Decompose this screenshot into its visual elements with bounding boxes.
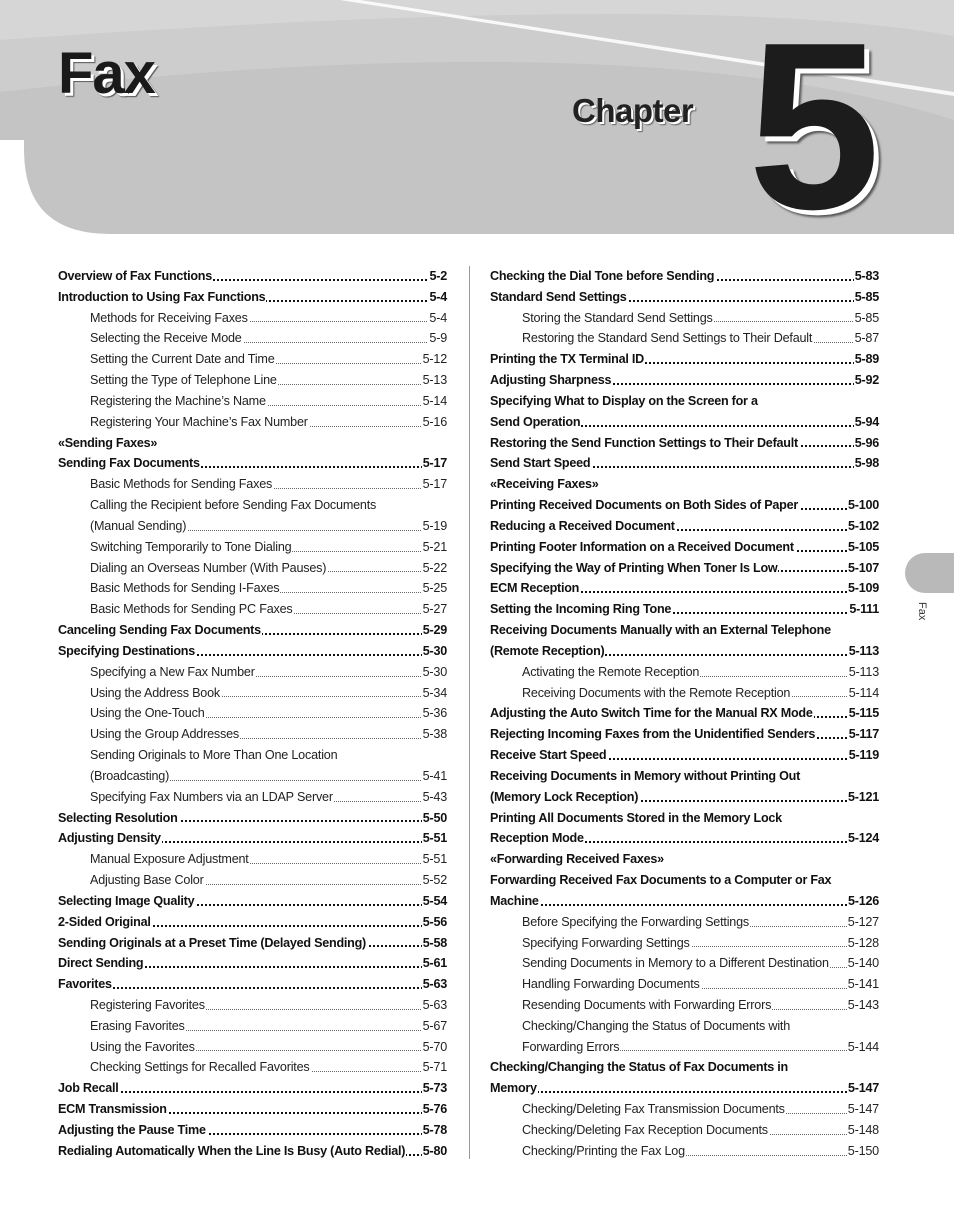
toc-page-number: 5-41 [422,766,447,787]
toc-entry-title: (Manual Sending) [90,518,187,533]
toc-subentry[interactable] [58,849,447,870]
toc-entry-title: Receive Start Speed [490,748,607,763]
toc-subentry[interactable] [490,1120,879,1141]
toc-subentry[interactable] [490,308,879,329]
toc-subentry[interactable] [58,308,447,329]
toc-page-number: 5-78 [422,1120,447,1141]
toc-entry-title: Adjusting Sharpness [490,373,612,388]
toc-entry-title: Before Specifying the Forwarding Settings [522,914,750,929]
toc-entry-title: Manual Exposure Adjustment [90,852,249,867]
toc-entry-title: Using the One-Touch [90,706,205,721]
toc-entry[interactable] [58,1099,447,1120]
toc-subentry[interactable] [490,995,879,1016]
toc-entry-title: Printing Received Documents on Both Sides of Paper [490,498,798,513]
toc-entry-title: Forwarding Received Fax Documents to a Computer or Fax [490,873,832,888]
toc-subentry[interactable] [58,1057,447,1078]
toc-entry-title: Printing Footer Information on a Received Document [490,539,794,554]
toc-entry-title: Checking/Deleting Fax Transmission Documents [522,1102,785,1117]
toc-subentry[interactable] [58,391,447,412]
toc-subentry[interactable] [58,870,447,891]
toc-entry-title: 2-Sided Original [58,914,151,929]
toc-entry-title: ECM Reception [490,581,580,596]
toc-page-number: 5-83 [854,266,879,287]
toc-page-number: 5-147 [847,1078,879,1099]
toc-entry-title: Registering the Machine’s Name [90,393,266,408]
toc-subentry[interactable] [58,558,447,579]
toc-subentry[interactable] [490,974,879,995]
toc-page-number: 5-30 [422,662,447,683]
chapter-title: Fax [58,41,155,106]
toc-entry-title: Sending Originals at a Preset Time (Delayed Sending) [58,935,366,950]
toc-entry[interactable] [490,287,879,308]
toc-entry-title: Selecting Image Quality [58,893,195,908]
toc-entry-title: Selecting the Receive Mode [90,331,242,346]
toc-entry-title: Calling the Recipient before Sending Fax Documents [90,498,377,513]
toc-entry-title: Receiving Documents Manually with an External Telephone [490,623,831,638]
toc-entry[interactable] [490,516,879,537]
toc-entry-title: Specifying Forwarding Settings [522,935,690,950]
toc-subentry[interactable] [490,912,879,933]
toc-entry-title: Sending Originals to More Than One Location [90,748,338,763]
toc-entry-title: Setting the Incoming Ring Tone [490,602,672,617]
toc-entry-title: Handling Forwarding Documents [522,977,700,992]
toc-entry[interactable] [58,974,447,995]
toc-entry-title: Direct Sending [58,956,144,971]
toc-entry-title: Checking/Changing the Status of Documents with [522,1018,791,1033]
toc-entry[interactable] [490,412,879,433]
toc-entry[interactable] [490,620,879,641]
toc-page-number: 5-140 [847,953,879,974]
toc-entry-title: Specifying Fax Numbers via an LDAP Server [90,789,333,804]
toc-entry[interactable] [58,266,447,287]
toc-entry[interactable] [490,766,879,787]
toc-page-number: 5-85 [854,308,879,329]
toc-page-number: 5-54 [422,891,447,912]
toc-page-number: 5-4 [428,308,447,329]
side-tab-label: Fax [916,602,928,621]
toc-entry-title: Redialing Automatically When the Line Is Busy (Auto Redial) [58,1143,406,1158]
toc-entry[interactable] [490,808,879,829]
toc-entry-title: Methods for Receiving Faxes [90,310,248,325]
toc-page-number: 5-127 [847,912,879,933]
toc-entry-title: Registering Your Machine’s Fax Number [90,414,308,429]
toc-page-number: 5-58 [422,933,447,954]
toc-subentry[interactable] [490,1099,879,1120]
toc-entry[interactable] [490,745,879,766]
toc-entry-title: Basic Methods for Sending PC Faxes [90,602,293,617]
toc-entry-title: Switching Temporarily to Tone Dialing [90,539,292,554]
toc-leader-dots [490,904,879,906]
toc-entry[interactable] [490,537,879,558]
toc-entry-title: Forwarding Errors [522,1039,620,1054]
toc-entry-title: Using the Address Book [90,685,221,700]
toc-subentry[interactable] [490,328,879,349]
toc-page-number: 5-71 [422,1057,447,1078]
toc-page-number: 5-17 [422,474,447,495]
toc-page-number: 5-96 [854,433,879,454]
toc-subentry[interactable] [58,516,447,537]
toc-subentry[interactable] [58,683,447,704]
toc-entry-title: Activating the Remote Reception [522,664,700,679]
toc-page-number: 5-12 [422,349,447,370]
toc-entry-title: «Receiving Faxes» [490,477,599,492]
toc-page-number: 5-14 [422,391,447,412]
toc-page-number: 5-107 [847,558,879,579]
toc-entry-title: Printing the TX Terminal ID [490,352,644,367]
toc-subentry[interactable] [58,578,447,599]
toc-entry-title: ECM Transmission [58,1102,167,1117]
toc-page-number: 5-63 [422,974,447,995]
toc-subentry[interactable] [58,412,447,433]
toc-entry[interactable] [490,724,879,745]
toc-page-number: 5-38 [422,724,447,745]
toc-page-number: 5-111 [848,599,879,620]
toc-page-number: 5-13 [422,370,447,391]
toc-entry-title: «Sending Faxes» [58,435,158,450]
toc-subentry[interactable] [58,766,447,787]
toc-entry[interactable] [490,453,879,474]
toc-entry-title: Specifying Destinations [58,643,196,658]
toc-subentry[interactable] [490,662,879,683]
toc-page-number: 5-148 [847,1120,879,1141]
column-divider [469,266,470,1159]
toc-entry[interactable] [58,828,447,849]
toc-subentry[interactable] [490,953,879,974]
toc-subentry[interactable] [490,933,879,954]
toc-subentry[interactable] [58,995,447,1016]
toc-entry-title: Adjusting Base Color [90,873,204,888]
toc-entry-title: Sending Fax Documents [58,456,200,471]
toc-subentry[interactable] [58,703,447,724]
toc-entry[interactable] [58,453,447,474]
toc-page-number: 5-117 [848,724,879,745]
toc-entry-title: Memory [490,1081,537,1096]
toc-page-number: 5-89 [854,349,879,370]
toc-page-number: 5-30 [422,641,447,662]
toc-page-number: 5-76 [422,1099,447,1120]
toc-entry-title: Specifying What to Display on the Screen for a [490,393,758,408]
toc-entry-title: (Broadcasting) [90,768,170,783]
toc-right-column [490,266,879,1162]
toc-entry[interactable] [490,266,879,287]
toc-page-number: 5-143 [847,995,879,1016]
toc-entry[interactable] [490,703,879,724]
toc-entry[interactable] [490,599,879,620]
toc-page-number: 5-67 [422,1016,447,1037]
toc-page-number: 5-92 [854,370,879,391]
toc-entry[interactable] [490,558,879,579]
toc-entry[interactable] [58,933,447,954]
toc-entry-title: Overview of Fax Functions [58,269,213,283]
toc-page-number: 5-19 [422,516,447,537]
toc-subentry[interactable] [490,683,879,704]
toc-entry[interactable] [58,1078,447,1099]
toc-subentry[interactable] [58,1016,447,1037]
toc-entry-title: Checking/Deleting Fax Reception Documents [522,1122,768,1137]
toc-subentry[interactable] [58,1037,447,1058]
toc-leader-dots [58,987,447,989]
toc-page-number: 5-144 [847,1037,879,1058]
toc-entry-title: Restoring the Send Function Settings to Their Default [490,435,798,450]
toc-subentry[interactable] [58,370,447,391]
toc-subentry[interactable] [58,537,447,558]
toc-subentry[interactable] [58,328,447,349]
toc-subentry[interactable] [58,724,447,745]
side-index-tab [905,553,954,593]
toc-entry[interactable] [490,1057,879,1078]
toc-page-number: 5-113 [848,662,879,683]
toc-page-number: 5-21 [422,537,447,558]
toc-entry-title: Specifying the Way of Printing When Toner Is Low [490,560,778,575]
toc-entry[interactable] [58,287,447,308]
toc-entry[interactable] [58,912,447,933]
toc-entry-title: Checking the Dial Tone before Sending [490,269,715,283]
toc-entry[interactable] [490,495,879,516]
toc-subentry[interactable] [58,787,447,808]
toc-entry-title: Specifying a New Fax Number [90,664,255,679]
toc-entry-title: Printing All Documents Stored in the Memory Lock [490,810,782,825]
toc-entry-title: Rejecting Incoming Faxes from the Unidentified Senders [490,727,816,742]
toc-page-number: 5-128 [847,933,879,954]
toc-page-number: 5-150 [847,1141,879,1162]
toc-entry[interactable] [490,474,879,495]
toc-page-number: 5-147 [847,1099,879,1120]
toc-page-number: 5-126 [847,891,879,912]
toc-entry[interactable] [58,1120,447,1141]
toc-page-number: 5-51 [422,828,447,849]
toc-subentry[interactable] [58,474,447,495]
toc-subentry[interactable] [58,745,447,766]
toc-page-number: 5-109 [847,578,879,599]
toc-page-number: 5-63 [422,995,447,1016]
toc-page-number: 5-52 [422,870,447,891]
toc-entry[interactable] [490,787,879,808]
toc-entry-title: Receiving Documents in Memory without Printing Out [490,768,801,783]
toc-entry[interactable] [490,1078,879,1099]
toc-left-column [58,266,447,1162]
toc-entry-title: Adjusting Density [58,831,161,846]
toc-page-number: 5-98 [854,453,879,474]
toc-page-number: 5-25 [422,578,447,599]
chapter-header-banner [0,0,954,234]
toc-page-number: 5-115 [848,703,879,724]
toc-entry-title: Selecting Resolution [58,810,178,825]
toc-entry-title: Introduction to Using Fax Functions [58,289,266,304]
toc-entry-title: Favorites [58,977,112,992]
toc-page-number: 5-105 [847,537,879,558]
toc-page-number: 5-9 [428,328,447,349]
toc-entry-title: Machine [490,893,539,908]
toc-entry-title: Standard Send Settings [490,289,627,304]
toc-subentry[interactable] [490,1037,879,1058]
toc-entry[interactable] [490,370,879,391]
toc-page-number: 5-29 [422,620,447,641]
toc-page-number: 5-16 [422,412,447,433]
toc-page-number: 5-27 [422,599,447,620]
toc-entry-title: Job Recall [58,1081,119,1096]
toc-entry-title: (Memory Lock Reception) [490,789,639,804]
toc-page-number: 5-94 [854,412,879,433]
toc-entry[interactable] [58,433,447,454]
chapter-label: Chapter [572,92,694,129]
toc-page-number: 5-124 [847,828,879,849]
toc-page-number: 5-56 [422,912,447,933]
toc-entry-title: (Remote Reception) [490,643,605,658]
toc-entry-title: Send Operation [490,414,581,429]
toc-entry-title: Basic Methods for Sending I-Faxes [90,581,280,596]
toc-entry[interactable] [58,891,447,912]
toc-entry-title: Sending Documents in Memory to a Different Destination [522,956,829,971]
toc-entry[interactable] [58,641,447,662]
toc-entry-title: Reducing a Received Document [490,518,675,533]
toc-page-number: 5-121 [847,787,879,808]
toc-page-number: 5-87 [854,328,879,349]
toc-entry[interactable] [58,1141,447,1162]
toc-entry-title: Erasing Favorites [90,1018,185,1033]
toc-entry[interactable] [490,349,879,370]
toc-entry-title: Registering Favorites [90,997,205,1012]
toc-entry-title: Send Start Speed [490,456,591,471]
toc-page-number: 5-50 [422,808,447,829]
toc-entry-title: Checking/Changing the Status of Fax Documents in [490,1060,788,1075]
toc-page-number: 5-80 [422,1141,447,1162]
toc-page-number: 5-100 [847,495,879,516]
toc-entry-title: Adjusting the Pause Time [58,1122,206,1137]
toc-entry-title: Setting the Type of Telephone Line [90,373,277,388]
toc-entry-title: Restoring the Standard Send Settings to Their Default [522,331,813,346]
toc-page-number: 5-85 [854,287,879,308]
toc-entry-title: Using the Favorites [90,1039,195,1054]
toc-entry-title: Basic Methods for Sending Faxes [90,477,273,492]
toc-entry-title: Adjusting the Auto Switch Time for the Manual RX Mode [490,706,813,721]
toc-entry[interactable] [490,870,879,891]
toc-subentry[interactable] [490,1141,879,1162]
toc-entry[interactable] [58,953,447,974]
toc-entry[interactable] [58,808,447,829]
toc-entry-title: Checking/Printing the Fax Log [522,1143,685,1158]
toc-page-number: 5-17 [422,453,447,474]
toc-entry-title: Setting the Current Date and Time [90,352,275,367]
toc-entry[interactable] [58,620,447,641]
toc-page-number: 5-43 [422,787,447,808]
toc-page-number: 5-113 [848,641,879,662]
toc-entry[interactable] [490,641,879,662]
toc-page-number: 5-4 [429,287,447,308]
toc-entry[interactable] [490,849,879,870]
toc-entry[interactable] [490,891,879,912]
toc-entry[interactable] [490,578,879,599]
toc-page-number: 5-70 [422,1037,447,1058]
toc-subentry[interactable] [58,349,447,370]
toc-page-number: 5-2 [429,266,447,287]
toc-page-number: 5-102 [847,516,879,537]
toc-page-number: 5-141 [847,974,879,995]
toc-entry-title: Resending Documents with Forwarding Errors [522,997,772,1012]
toc-page-number: 5-36 [422,703,447,724]
toc-page-number: 5-114 [848,683,879,704]
toc-entry[interactable] [490,828,879,849]
chapter-number: 5 [748,0,881,234]
toc-page-number: 5-119 [848,745,879,766]
toc-page-number: 5-51 [422,849,447,870]
toc-entry[interactable] [490,391,879,412]
toc-subentry[interactable] [58,495,447,516]
toc-entry-title: Reception Mode [490,831,584,846]
toc-page-number: 5-22 [422,558,447,579]
toc-page-number: 5-73 [422,1078,447,1099]
toc-entry-title: Receiving Documents with the Remote Reception [522,685,791,700]
toc-entry-title: Using the Group Addresses [90,727,240,742]
toc-page-number: 5-34 [422,683,447,704]
toc-leader-dots [490,1091,879,1093]
toc-subentry[interactable] [490,1016,879,1037]
toc-entry[interactable] [490,433,879,454]
toc-page-number: 5-61 [422,953,447,974]
toc-entry-title: Storing the Standard Send Settings [522,310,713,325]
toc-subentry[interactable] [58,599,447,620]
toc-entry-title: Checking Settings for Recalled Favorites [90,1060,310,1075]
toc-entry-title: «Forwarding Received Faxes» [490,852,664,867]
toc-subentry[interactable] [58,662,447,683]
toc-entry-title: Dialing an Overseas Number (With Pauses) [90,560,327,575]
toc-entry-title: Canceling Sending Fax Documents [58,623,261,638]
